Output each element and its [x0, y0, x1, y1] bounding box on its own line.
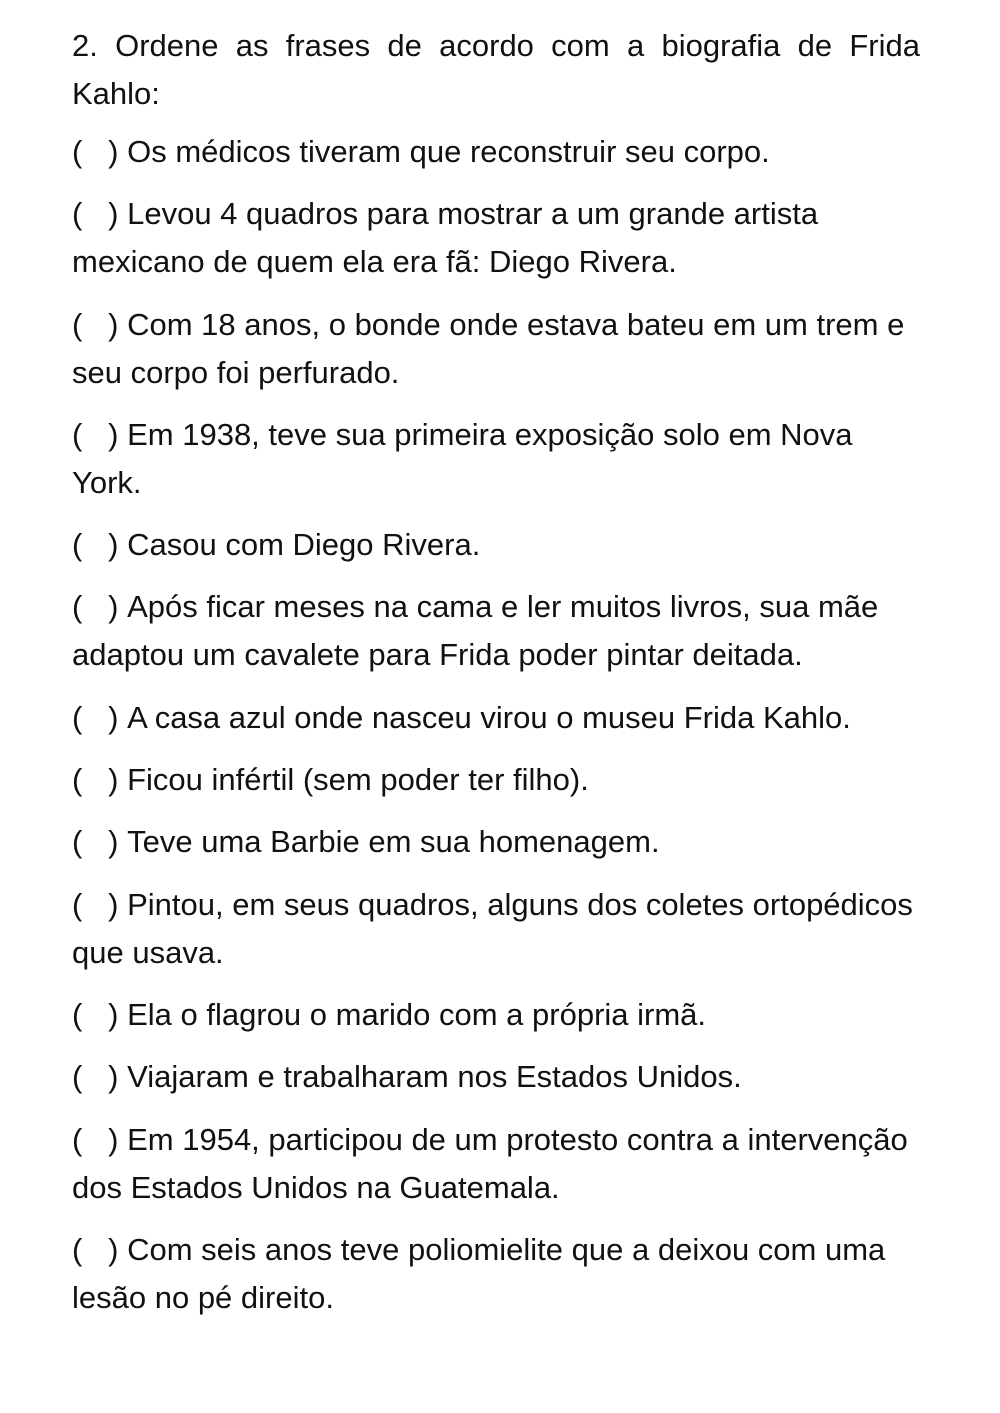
item-text: Os médicos tiveram que reconstruir seu corpo. [127, 134, 770, 169]
item-text: Com 18 anos, o bonde onde estava bateu em um trem e seu corpo foi perfurado. [72, 306, 905, 390]
answer-blank[interactable]: ( ) [72, 416, 128, 452]
ordering-item-5 [72, 521, 920, 569]
item-text: A casa azul onde nasceu virou o museu Frida Kahlo. [127, 699, 851, 735]
answer-blank[interactable]: ( ) [72, 1231, 128, 1267]
answer-blank[interactable]: ( ) [72, 824, 128, 860]
answer-blank[interactable]: ( ) [72, 886, 128, 922]
ordering-item-11 [72, 991, 920, 1039]
ordering-item-10 [72, 881, 920, 977]
answer-blank[interactable]: ( ) [72, 196, 128, 232]
item-text: Com seis anos teve poliomielite que a deixou com uma lesão no pé direito. [72, 1231, 886, 1315]
item-text: Após ficar meses na cama e ler muitos livros, sua mãe adaptou um cavalete para Frida poder pintar deitada. [72, 589, 879, 673]
item-text: Ela o flagrou o marido com a própria irmã. [127, 996, 707, 1032]
worksheet-page [72, 22, 920, 1336]
ordering-item-9 [72, 818, 920, 866]
item-text: Teve uma Barbie em sua homenagem. [127, 824, 660, 860]
item-text: Em 1938, teve sua primeira exposição solo em Nova York. [72, 416, 853, 500]
answer-blank[interactable]: ( ) [72, 1121, 128, 1157]
ordering-item-12 [72, 1053, 920, 1101]
ordering-item-4 [72, 411, 920, 507]
item-text: Ficou infértil (sem poder ter filho). [127, 762, 589, 798]
item-text: Levou 4 quadros para mostrar a um grande artista mexicano de quem ela era fã: Diego Rivera. [72, 196, 819, 280]
question-title: 2. Ordene as frases de acordo com a biografia de Frida Kahlo: [72, 28, 920, 111]
ordering-item-8 [72, 756, 920, 804]
ordering-item-3 [72, 301, 920, 397]
answer-blank[interactable]: ( ) [72, 306, 128, 342]
answer-blank[interactable]: ( ) [72, 996, 128, 1032]
ordering-item-13 [72, 1116, 920, 1212]
answer-blank[interactable]: ( ) [72, 1059, 128, 1095]
answer-blank[interactable]: ( ) [72, 762, 128, 798]
ordering-item-6 [72, 583, 920, 679]
ordering-list [72, 128, 920, 1322]
answer-blank[interactable]: ( ) [72, 699, 128, 735]
answer-blank[interactable]: ( ) [72, 134, 128, 169]
item-text: Em 1954, participou de um protesto contra a intervenção dos Estados Unidos na Guatemala. [72, 1121, 908, 1205]
item-text: Viajaram e trabalharam nos Estados Unidos. [127, 1059, 742, 1095]
ordering-item-1 [72, 128, 920, 176]
item-text: Pintou, em seus quadros, alguns dos coletes ortopédicos que usava. [72, 886, 913, 970]
ordering-item-14 [72, 1226, 920, 1322]
ordering-item-7 [72, 694, 920, 742]
answer-blank[interactable]: ( ) [72, 589, 128, 625]
ordering-item-2 [72, 190, 920, 286]
item-text: Casou com Diego Rivera. [127, 527, 481, 563]
answer-blank[interactable]: ( ) [72, 527, 128, 563]
